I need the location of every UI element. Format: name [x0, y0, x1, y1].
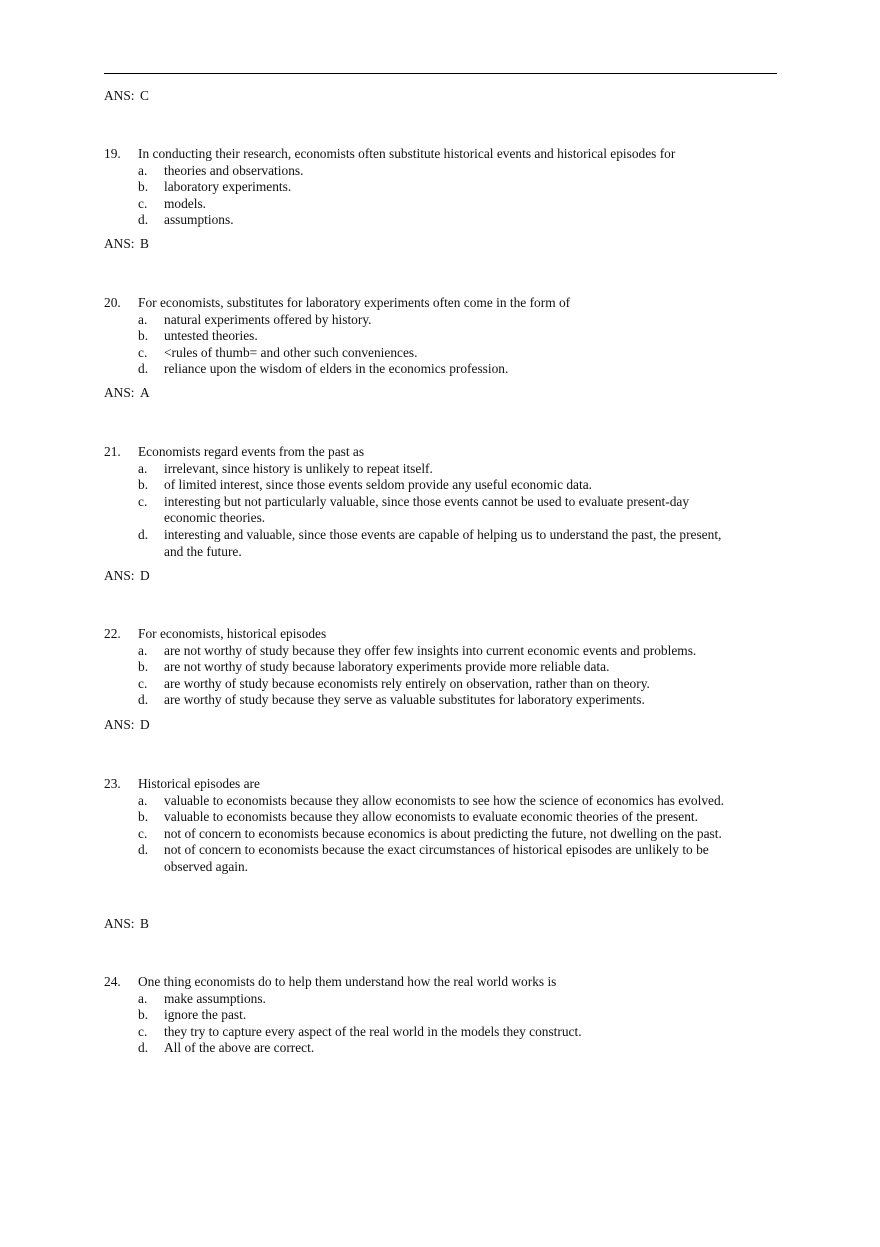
- choice-c: [104, 196, 744, 213]
- answer-label: ANS:: [104, 236, 135, 251]
- question-number: 23.: [104, 776, 121, 791]
- choice-c: [104, 1024, 744, 1041]
- answer-line: [104, 88, 149, 104]
- choice-text: assumptions.: [164, 212, 234, 228]
- choice-b: [104, 809, 744, 826]
- choice-d: [104, 1040, 744, 1057]
- choice-b: [104, 179, 744, 196]
- choice-c: [104, 826, 744, 843]
- choice-a: [104, 312, 744, 329]
- choice-text: valuable to economists because they allow economists to evaluate economic theories of the present.: [164, 809, 698, 825]
- choice-text: theories and observations.: [164, 162, 304, 178]
- choice-letter: b.: [138, 328, 149, 344]
- question-20: [104, 295, 744, 378]
- question-number: 24.: [104, 974, 121, 989]
- choice-letter: a.: [138, 990, 148, 1006]
- choice-letter: c.: [138, 825, 148, 841]
- answer-value: B: [140, 916, 149, 931]
- choice-letter: d.: [138, 692, 149, 708]
- choice-text: valuable to economists because they allow economists to see how the science of economics has evolved.: [164, 792, 725, 808]
- choice-text: All of the above are correct.: [164, 1040, 315, 1056]
- choice-letter: a.: [138, 460, 148, 476]
- answer-line: [104, 236, 149, 252]
- choice-text: laboratory experiments.: [164, 179, 292, 195]
- question-21: [104, 444, 744, 560]
- choice-b: [104, 659, 744, 676]
- question-23: [104, 776, 744, 876]
- choice-letter: c.: [138, 1023, 148, 1039]
- choice-text: not of concern to economists because the exact circumstances of historical episodes are unlikely to be observed again.: [164, 842, 709, 874]
- choice-text: reliance upon the wisdom of elders in the economics profession.: [164, 361, 509, 377]
- answer-label: ANS:: [104, 385, 135, 400]
- answer-label: ANS:: [104, 717, 135, 732]
- question-text: Economists regard events from the past as: [138, 444, 365, 459]
- answer-value: A: [140, 385, 150, 400]
- question-stem: [104, 295, 744, 312]
- choice-c: [104, 494, 744, 527]
- choice-text: natural experiments offered by history.: [164, 311, 372, 327]
- choice-text: are not worthy of study because they offer few insights into current economic events and problems.: [164, 642, 697, 658]
- choice-letter: d.: [138, 361, 149, 377]
- answer-value: B: [140, 236, 149, 251]
- choice-text: make assumptions.: [164, 990, 266, 1006]
- question-number: 20.: [104, 295, 121, 310]
- question-number: 22.: [104, 626, 121, 641]
- question-22: [104, 626, 744, 709]
- question-stem: [104, 444, 744, 461]
- choice-a: [104, 793, 744, 810]
- choice-c: [104, 345, 744, 362]
- choice-a: [104, 643, 744, 660]
- answer-label: ANS:: [104, 88, 135, 103]
- choice-letter: b.: [138, 809, 149, 825]
- answer-line: [104, 717, 150, 733]
- choice-letter: b.: [138, 179, 149, 195]
- choice-letter: a.: [138, 642, 148, 658]
- answer-value: D: [140, 568, 150, 583]
- choice-text: untested theories.: [164, 328, 258, 344]
- answer-value: C: [140, 88, 149, 103]
- choice-d: [104, 361, 744, 378]
- choice-text: ignore the past.: [164, 1007, 247, 1023]
- choice-text: are worthy of study because they serve as valuable substitutes for laboratory experiments.: [164, 692, 645, 708]
- answer-label: ANS:: [104, 568, 135, 583]
- choice-b: [104, 328, 744, 345]
- choice-text: interesting but not particularly valuable, since those events cannot be used to evaluate present-day economic theories.: [164, 493, 690, 526]
- question-text: In conducting their research, economists often substitute historical events and historical episodes for: [138, 146, 676, 161]
- choice-text: not of concern to economists because economics is about predicting the future, not dwelling on the past.: [164, 825, 722, 841]
- choice-text: they try to capture every aspect of the real world in the models they construct.: [164, 1023, 582, 1039]
- choice-d: [104, 527, 744, 560]
- choice-letter: a.: [138, 311, 148, 327]
- choice-text: of limited interest, since those events seldom provide any useful economic data.: [164, 477, 593, 493]
- choice-d: [104, 212, 744, 229]
- choice-letter: c.: [138, 195, 148, 211]
- question-stem: [104, 146, 744, 163]
- answer-value: D: [140, 717, 150, 732]
- top-divider: [104, 73, 777, 74]
- choice-letter: d.: [138, 212, 149, 228]
- question-19: [104, 146, 744, 229]
- question-number: 19.: [104, 146, 121, 161]
- choice-letter: d.: [138, 842, 149, 858]
- question-number: 21.: [104, 444, 121, 459]
- choice-a: [104, 991, 744, 1008]
- choice-a: [104, 461, 744, 478]
- answer-line: [104, 916, 149, 932]
- choice-text: irrelevant, since history is unlikely to repeat itself.: [164, 460, 433, 476]
- choice-a: [104, 163, 744, 180]
- choice-letter: b.: [138, 1007, 149, 1023]
- choice-b: [104, 477, 744, 494]
- choice-letter: c.: [138, 675, 148, 691]
- choice-text: models.: [164, 195, 207, 211]
- choice-d: [104, 692, 744, 709]
- question-24: [104, 974, 744, 1057]
- choice-text: interesting and valuable, since those events are capable of helping us to understand the past, the present, and the future.: [164, 526, 722, 559]
- answer-line: [104, 568, 150, 584]
- choice-letter: d.: [138, 1040, 149, 1056]
- answer-label: ANS:: [104, 916, 135, 931]
- choice-letter: b.: [138, 659, 149, 675]
- choice-letter: d.: [138, 526, 149, 542]
- choice-letter: c.: [138, 344, 148, 360]
- question-text: One thing economists do to help them understand how the real world works is: [138, 974, 557, 989]
- choice-d: [104, 842, 744, 875]
- question-stem: [104, 776, 744, 793]
- choice-letter: a.: [138, 792, 148, 808]
- choice-letter: c.: [138, 493, 148, 509]
- choice-letter: a.: [138, 162, 148, 178]
- choice-text: <rules of thumb= and other such conveniences.: [164, 344, 418, 360]
- question-stem: [104, 626, 744, 643]
- choice-b: [104, 1007, 744, 1024]
- choice-letter: b.: [138, 477, 149, 493]
- question-text: For economists, historical episodes: [138, 626, 327, 641]
- question-text: For economists, substitutes for laboratory experiments often come in the form of: [138, 295, 571, 310]
- question-text: Historical episodes are: [138, 776, 260, 791]
- choice-text: are not worthy of study because laboratory experiments provide more reliable data.: [164, 659, 610, 675]
- choice-text: are worthy of study because economists rely entirely on observation, rather than on theory.: [164, 675, 650, 691]
- answer-line: [104, 385, 150, 401]
- question-stem: [104, 974, 744, 991]
- choice-c: [104, 676, 744, 693]
